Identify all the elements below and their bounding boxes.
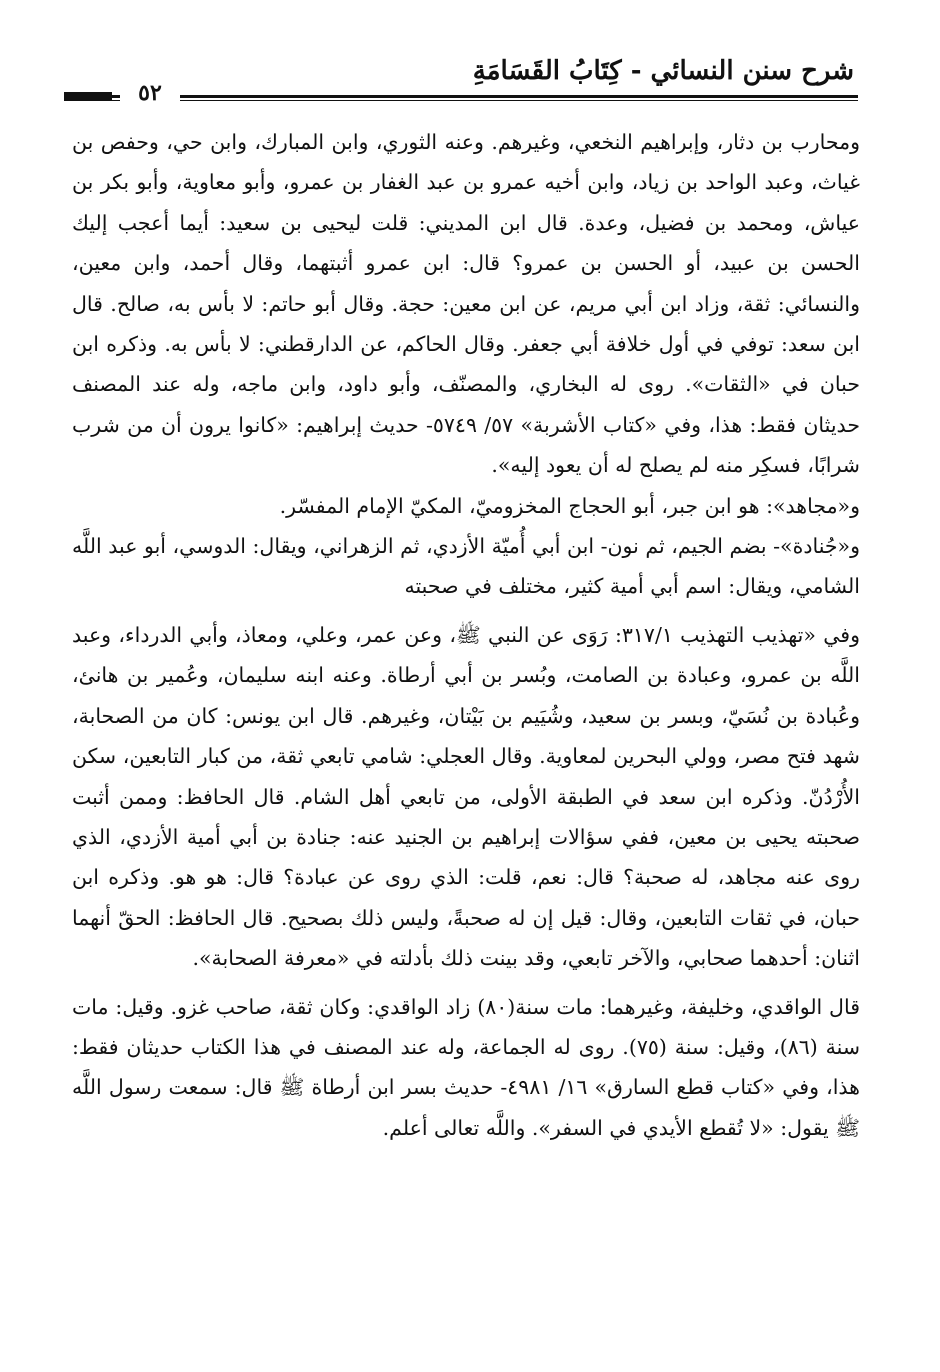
header-rule <box>64 95 858 98</box>
notes-block <box>72 486 860 607</box>
page-body <box>72 122 860 1148</box>
running-title: شرح سنن النسائي - كِتَابُ القَسَامَةِ <box>472 56 854 86</box>
page-number: ٥٢ <box>120 80 180 110</box>
page-number-ornament <box>64 92 112 104</box>
paragraph-4: وفي «تهذيب التهذيب ٣١٧/١: رَوَى عن النبي ﷺ، وعن عمر، وعلي، ومعاذ، وأبي الدرداء، وعبد اللَّه بن عمرو، وعبادة بن الصامت، وبُسر بن أبي أرطاة. وعنه ابنه سليمان، وعُمير بن هانئ، وعُبادة بن نُسَيّ، وبسر بن سعيد، وشُيَيم بن بَيْتان، وغيرهم. قال ابن يونس: كان من الصحابة، شهد فتح مصر، وولي البحرين لمعاوية. وقال العجلي: شامي تابعي ثقة، من كبار التابعين، سكن الأُرْدُنّ. وذكره ابن سعد في الطبقة الأولى، من تابعي أهل الشام. قال الحافظ: وممن أثبت صحبته يحيى بن معين، ففي سؤالات إبراهيم بن الجنيد عنه: جنادة بن أبي أمية الأزدي، الذي روى عنه مجاهد، له صحبة؟ قال: نعم، قلت: الذي روى عن عبادة؟ قال: هو هو. وذكره ابن حبان، في ثقات التابعين، وقال: قيل إن له صحبةً، وليس ذلك بصحيح. قال الحافظ: الحقّ أنهما اثنان: أحدهما صحابي، والآخر تابعي، وقد بينت ذلك بأدلته في «معرفة الصحابة». <box>72 622 860 971</box>
header-rule-thin <box>64 100 858 101</box>
paragraph-1: ومحارب بن دثار، وإبراهيم النخعي، وغيرهم. وعنه الثوري، وابن المبارك، وابن حي، وحفص بن غياث، وعبد الواحد بن زياد، وابن أخيه عمرو بن عبد الغفار بن عمرو، وأبو معاوية، وأبو بكر بن عياش، ومحمد بن فضيل، وعدة. قال ابن المديني: قلت ليحيى بن سعيد: أيما أعجب إليك الحسن بن عبيد، أو الحسن بن عمرو؟ قال: ابن عمرو أثبتهما، وقال أحمد، وابن معين، والنسائي: ثقة، وزاد ابن أبي مريم، عن ابن معين: حجة. وقال أبو حاتم: لا بأس به، صالح. قال ابن سعد: توفي في أول خلافة أبي جعفر. وقال الحاكم، عن الدارقطني: لا بأس به. وذكره ابن حبان في «الثقات». روى له البخاري، والمصنّف، وأبو داود، وابن ماجه، وله عند المصنف حديثان فقط: هذا، وفي «كتاب الأشربة» ٥٧/ ٥٧٤٩- حديث إبراهيم: «كانوا يرون أن من شرب شرابًا، فسكِر منه لم يصلح له أن يعود إليه». <box>72 130 860 478</box>
paragraph-5: قال الواقدي، وخليفة، وغيرهما: مات سنة(٨٠) زاد الواقدي: وكان ثقة، صاحب غزو. وقيل: مات سنة (٨٦)، وقيل: سنة (٧٥). روى له الجماعة، وله عند المصنف في هذا الكتاب حديثان فقط: هذا، وفي «كتاب قطع السارق» ١٦/ ٤٩٨١- حديث بسر ابن أرطاة ﷺ قال: سمعت رسول اللَّه ﷺ يقول: «لا تُقطع الأيدي في السفر». واللَّه تعالى أعلم. <box>72 994 860 1140</box>
paragraph-2: و«مجاهد»: هو ابن جبر، أبو الحجاج المخزوميّ، المكيّ الإمام المفسّر. <box>279 493 860 518</box>
paragraph-3: و«جُنادة»- بضم الجيم، ثم نون- ابن أبي أُميّة الأزدي، ثم الزهراني، ويقال: الدوسي، أبو عبد اللَّه الشامي، ويقال: اسم أبي أمية كثير، مختلف في صحبته <box>72 534 860 599</box>
page-header <box>0 0 940 112</box>
